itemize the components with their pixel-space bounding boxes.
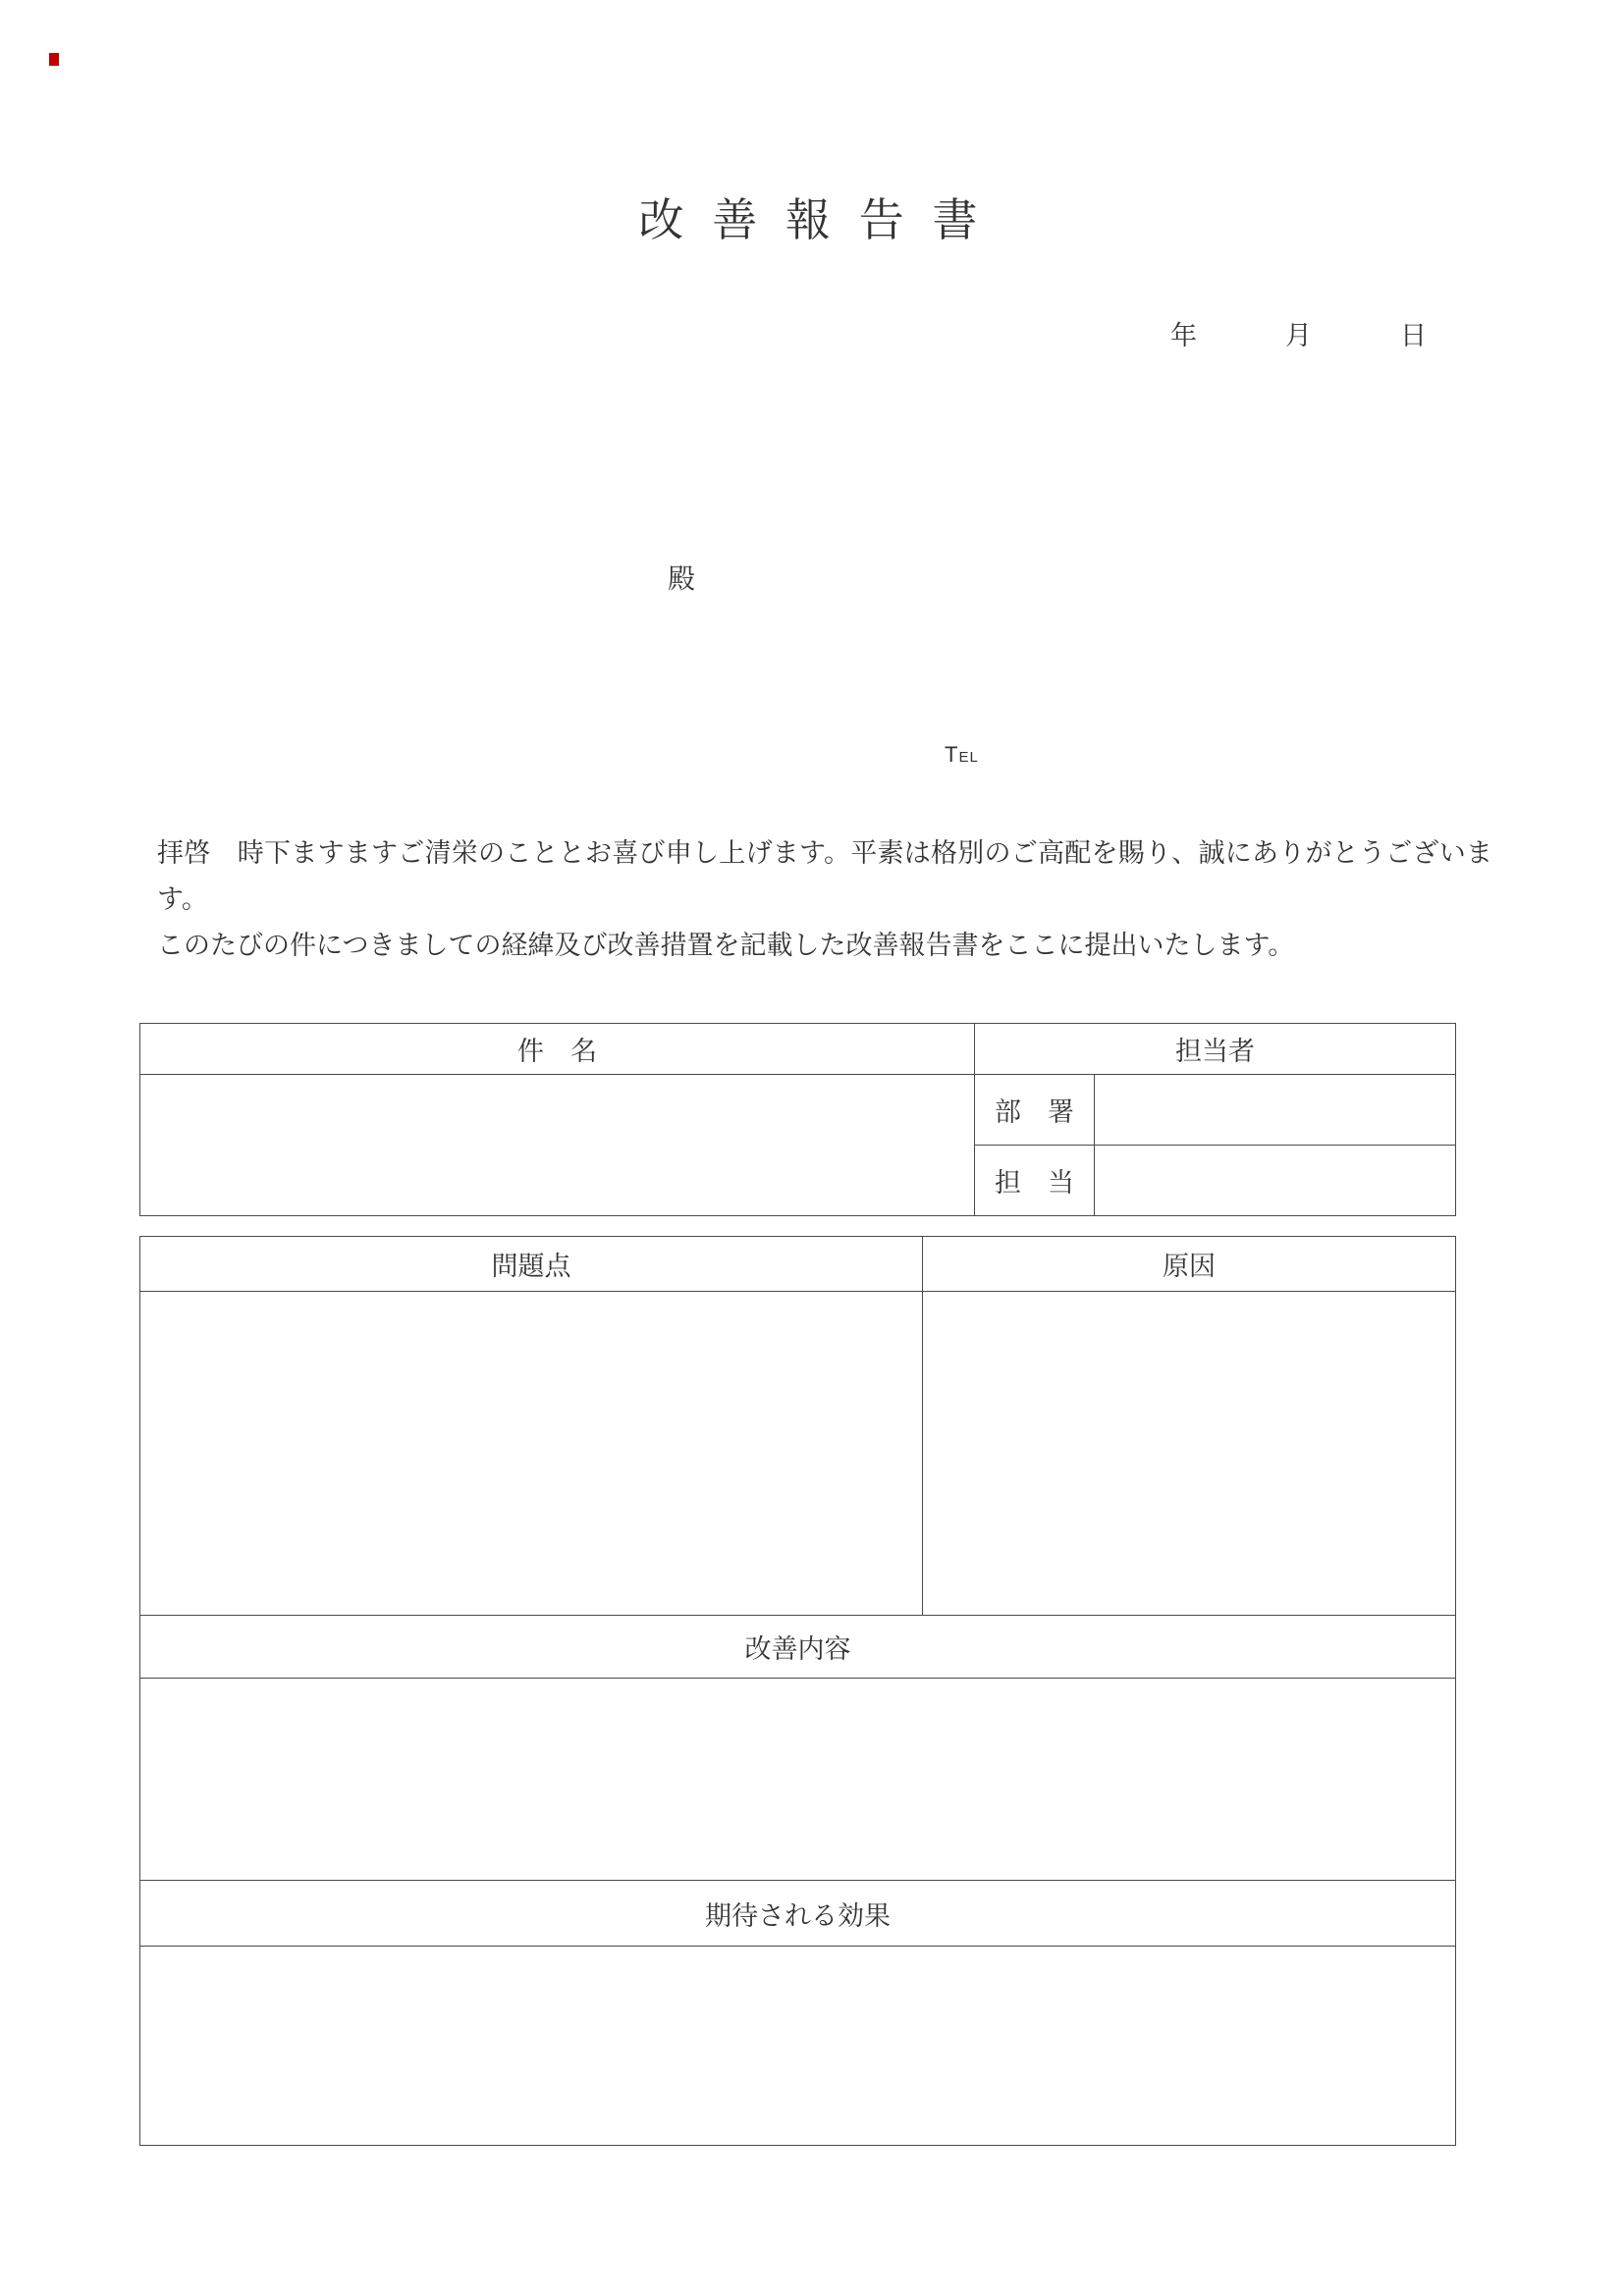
effect-input-cell[interactable] — [140, 1947, 1456, 2146]
month-label: 月 — [1285, 321, 1312, 350]
problem-header-cell: 問題点 — [140, 1237, 923, 1292]
effect-header-row — [140, 1881, 1456, 1947]
effect-body-row — [140, 1947, 1456, 2146]
greeting-paragraph-2: このたびの件につきましての経緯及び改善措置を記載した改善報告書をここに提出いたします。 — [157, 931, 1295, 960]
greeting-text — [157, 830, 1492, 969]
report-table — [139, 1236, 1456, 2146]
case-table-header-row — [140, 1024, 1456, 1075]
improvement-header-row — [140, 1616, 1456, 1679]
person-header-cell: 担当者 — [975, 1024, 1456, 1075]
problem-input-cell[interactable] — [140, 1292, 923, 1616]
date-line — [1170, 314, 1427, 352]
staff-label-cell: 担 当 — [975, 1146, 1095, 1216]
cause-input-cell[interactable] — [923, 1292, 1456, 1616]
greeting-paragraph-1: 拝啓 時下ますますご清栄のこととお喜び申し上げます。平素は格別のご高配を賜り、誠にありがとうございます。 — [157, 838, 1492, 914]
case-table — [139, 1023, 1456, 1216]
year-label: 年 — [1170, 321, 1197, 350]
improvement-input-cell[interactable] — [140, 1679, 1456, 1881]
effect-header-cell: 期待される効果 — [140, 1881, 1456, 1947]
subject-header-cell: 件 名 — [140, 1024, 975, 1075]
improvement-body-row — [140, 1679, 1456, 1881]
department-label-cell: 部 署 — [975, 1075, 1095, 1146]
case-table-row-department — [140, 1075, 1456, 1146]
subject-input-cell[interactable] — [140, 1075, 975, 1216]
problem-cause-header-row — [140, 1237, 1456, 1292]
addressee-suffix: 殿 — [668, 563, 696, 594]
improvement-header-cell: 改善内容 — [140, 1616, 1456, 1679]
document-title: 改 善 報 告 書 — [638, 194, 986, 245]
day-label: 日 — [1400, 321, 1427, 350]
department-input-cell[interactable] — [1095, 1075, 1456, 1146]
problem-cause-body-row — [140, 1292, 1456, 1616]
cause-header-cell: 原因 — [923, 1237, 1456, 1292]
tel-label: Tel — [945, 742, 979, 767]
corner-marker — [49, 53, 59, 66]
staff-input-cell[interactable] — [1095, 1146, 1456, 1216]
